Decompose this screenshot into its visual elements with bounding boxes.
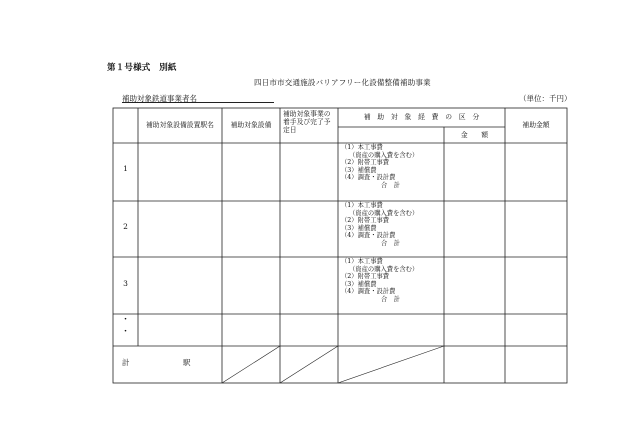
operator-label: 補助対象鉄道事業者名: [122, 94, 197, 103]
cost-item: （1）本工事費: [341, 202, 383, 209]
row-number-1: 1: [123, 164, 128, 173]
total-label: 計: [122, 358, 130, 367]
header-schedule: 補助対象事業の着手及び完了予定日: [283, 110, 331, 135]
cost-item: （4）調査・設計費: [341, 232, 396, 240]
total-station-suffix: 駅: [183, 358, 191, 367]
cost-item: （1）本工事費: [341, 258, 383, 265]
unit-label: （単位：千円）: [519, 94, 572, 103]
header-equipment: 補助対象設備: [230, 121, 272, 130]
cost-item-total: 合 計: [381, 239, 400, 247]
cost-item: （資産の購入費を含む）: [349, 209, 419, 217]
row-number-3: 3: [123, 279, 128, 288]
total-row-diagonals: [222, 346, 444, 383]
cost-items-row-1: [341, 144, 418, 190]
ellipsis-dot: ・: [120, 315, 130, 325]
cost-item-total: 合 計: [381, 295, 400, 303]
row-number-2: 2: [123, 222, 128, 231]
cost-item: （2）附帯工事費: [341, 159, 390, 167]
header-grant: 補助金額: [522, 121, 550, 130]
cost-items-row-3: [341, 258, 418, 304]
cost-item: （3）補償費: [341, 166, 377, 174]
cost-item: （4）調査・設計費: [341, 288, 396, 296]
header-station: 補助対象設備設置駅名: [146, 121, 214, 130]
document-title: 四日市市交通施設バリアフリー化設備整備補助事業: [254, 78, 431, 87]
ellipsis-dot: ・: [120, 327, 130, 337]
header-cost-class: 補 助 対 象 経 費 の 区 分: [363, 113, 480, 122]
cost-item: （3）補償費: [341, 280, 377, 288]
form-number: 第１号様式 別紙: [107, 63, 177, 73]
cost-item: （2）附帯工事費: [341, 217, 390, 225]
cost-item: （資産の購入費を含む）: [349, 265, 419, 273]
cost-items-row-2: [341, 202, 418, 248]
ellipsis-row-dots: [113, 314, 138, 338]
cost-item: （資産の購入費を含む）: [349, 151, 419, 159]
table-border: [113, 108, 567, 383]
cost-item: （2）附帯工事費: [341, 273, 390, 281]
cost-item: （3）補償費: [341, 224, 377, 232]
cost-item-total: 合 計: [381, 181, 400, 189]
cost-item: （4）調査・設計費: [341, 174, 396, 182]
header-amount: 金 額: [460, 130, 489, 139]
cost-item: （1）本工事費: [341, 144, 383, 151]
